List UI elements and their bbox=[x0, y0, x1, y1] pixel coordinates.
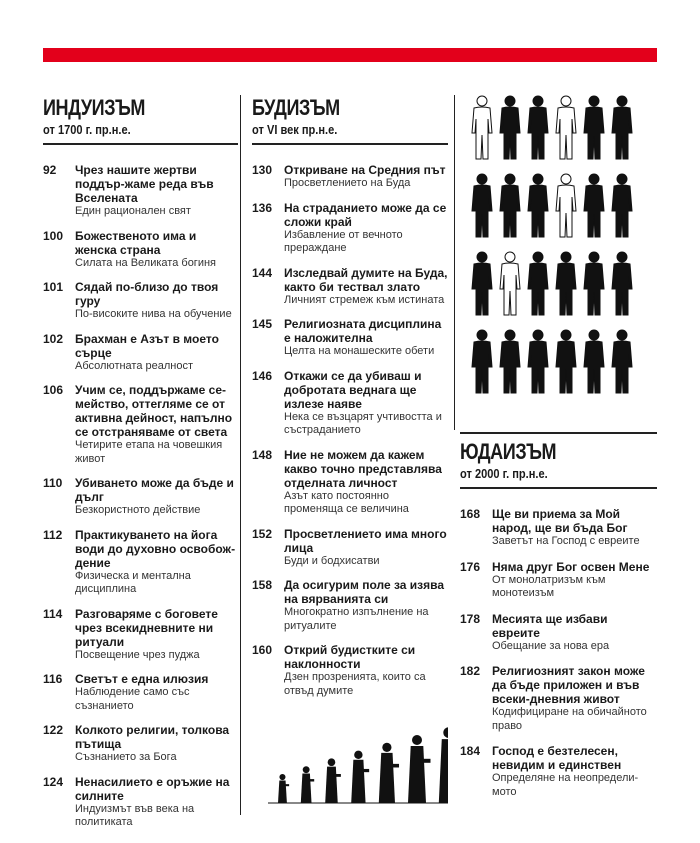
entry-subtitle: Определяне на неопредели-мото bbox=[492, 772, 639, 798]
toc-entry bbox=[252, 317, 448, 359]
entry-subtitle: Абсолютната реалност bbox=[75, 359, 194, 372]
entry-text bbox=[75, 672, 238, 713]
column-divider-2 bbox=[454, 95, 455, 430]
entry-text bbox=[284, 578, 448, 633]
entry-text bbox=[75, 280, 238, 322]
toc-entry bbox=[43, 476, 238, 518]
entry-text bbox=[284, 643, 448, 698]
entry-subtitle: Посвещение чрез пуджа bbox=[75, 648, 200, 661]
monk-figure bbox=[278, 774, 289, 803]
entry-subtitle: Наблюдение само със съзнанието bbox=[75, 686, 190, 712]
monk-procession-icon bbox=[268, 725, 448, 805]
toc-entry bbox=[252, 578, 448, 633]
monk-figure bbox=[379, 743, 399, 803]
entry-title: Чрез нашите жертви поддър-жаме реда във Вселената bbox=[75, 163, 214, 205]
toc-entry bbox=[460, 664, 657, 733]
person-figure-icon bbox=[554, 329, 578, 395]
page-number: 92 bbox=[43, 163, 57, 177]
entry-text bbox=[492, 664, 657, 733]
page-number: 101 bbox=[43, 280, 64, 294]
entry-text bbox=[492, 744, 657, 799]
entry-subtitle: Дзен прозренията, които са отвъд думите bbox=[284, 671, 426, 697]
toc-entry bbox=[252, 369, 448, 438]
toc-entry bbox=[460, 507, 657, 549]
entry-title: Разговаряме с боговете чрез всекидневните ни ритуали bbox=[75, 606, 218, 649]
toc-entry bbox=[43, 163, 238, 219]
person-figure-icon bbox=[470, 173, 494, 239]
entry-subtitle: Безкористното действие bbox=[75, 504, 201, 516]
entry-text bbox=[284, 448, 448, 517]
entry-subtitle: Съзнанието за Бога bbox=[75, 751, 177, 763]
person-figure-icon bbox=[582, 251, 606, 317]
entry-title: Месията ще избави евреите bbox=[492, 611, 608, 640]
page-number: 124 bbox=[43, 774, 64, 789]
page-number: 112 bbox=[43, 527, 63, 542]
person-figure-icon bbox=[498, 329, 522, 395]
person-figure-icon bbox=[526, 251, 550, 317]
toc-entry bbox=[43, 528, 238, 597]
entry-subtitle: Силата на Великата богиня bbox=[75, 256, 216, 269]
entry-title: Изследвай думите на Буда, както би тествал злато bbox=[284, 265, 448, 294]
page-number: 100 bbox=[43, 228, 64, 243]
page-number: 122 bbox=[43, 723, 64, 737]
section-title: ИНДУИЗЪМ bbox=[43, 95, 146, 120]
entry-subtitle: Физическа и ментална дисциплина bbox=[75, 569, 191, 595]
toc-entry bbox=[252, 643, 448, 698]
entry-title: Светът е една илюзия bbox=[75, 672, 209, 686]
entry-title: Религиозната дисциплина е наложителна bbox=[284, 317, 442, 345]
toc-entry bbox=[460, 560, 657, 601]
toc-entry bbox=[43, 332, 238, 374]
entry-title: Да осигурим поле за изява на вярванията си bbox=[284, 578, 445, 606]
page-number: 145 bbox=[252, 317, 273, 331]
section-title: БУДИЗЪМ bbox=[252, 95, 340, 120]
column-divider-1 bbox=[240, 95, 241, 815]
toc-entry bbox=[252, 527, 448, 569]
toc-entry bbox=[43, 775, 238, 830]
entry-text bbox=[75, 476, 238, 518]
toc-entry bbox=[252, 266, 448, 308]
toc-entry bbox=[252, 448, 448, 517]
entry-text bbox=[492, 560, 657, 601]
entry-title: Религиозният закон може да бъде приложен и във всеки-дневния живот bbox=[492, 664, 645, 706]
figures-grid-illustration bbox=[470, 95, 650, 395]
toc-entry bbox=[43, 672, 238, 713]
page-number: 106 bbox=[43, 383, 64, 397]
page-number: 116 bbox=[43, 672, 63, 686]
entry-subtitle: Избавление от вечното прераждане bbox=[284, 228, 403, 254]
entry-subtitle: Кодифициране на обичайното право bbox=[492, 706, 647, 732]
entry-text bbox=[284, 163, 448, 191]
entry-subtitle: Четирите етапа на човешкия живот bbox=[75, 439, 223, 465]
entry-text bbox=[75, 383, 238, 466]
entry-text bbox=[75, 332, 238, 374]
toc-entry bbox=[252, 201, 448, 256]
entry-text bbox=[492, 612, 657, 654]
person-figure-icon bbox=[526, 95, 550, 161]
person-figure-icon bbox=[498, 95, 522, 161]
entry-text bbox=[284, 201, 448, 256]
entry-subtitle: По-високите нива на обучение bbox=[75, 308, 232, 320]
entry-title: Открий будистките си наклонности bbox=[284, 643, 416, 671]
hinduism-column bbox=[43, 96, 238, 830]
section-subtitle: от VI век пр.н.е. bbox=[252, 122, 338, 137]
entry-title: Ненасилието е оръжие на силните bbox=[75, 774, 230, 803]
entry-subtitle: Многократно изпълнение на ритуалите bbox=[284, 606, 429, 632]
section-rule bbox=[43, 143, 238, 145]
page-number: 182 bbox=[460, 664, 481, 678]
entry-subtitle: Обещание за нова ера bbox=[492, 639, 610, 652]
toc-entry bbox=[460, 612, 657, 654]
entry-title: Просветлението има много лица bbox=[284, 526, 447, 555]
page-number: 158 bbox=[252, 578, 273, 592]
entry-title: Господ е безтелесен, невидим и единствен bbox=[492, 744, 622, 772]
entry-text bbox=[284, 527, 448, 569]
page-number: 136 bbox=[252, 200, 273, 215]
person-figure-icon bbox=[582, 173, 606, 239]
person-figure-icon bbox=[582, 329, 606, 395]
toc-entry bbox=[43, 229, 238, 271]
section-top-rule bbox=[460, 432, 657, 434]
buddhism-column bbox=[252, 96, 448, 698]
person-figure-icon bbox=[470, 95, 494, 161]
person-figure-icon bbox=[526, 329, 550, 395]
monk-figure bbox=[351, 751, 369, 803]
entry-title: Откажи се да убиваш и добротата веднага ще излезе наяве bbox=[284, 368, 422, 411]
page-number: 102 bbox=[43, 331, 64, 346]
entry-text bbox=[284, 266, 448, 308]
entry-text bbox=[75, 775, 238, 830]
top-accent-bar bbox=[43, 48, 657, 62]
page-number: 144 bbox=[252, 265, 273, 280]
monk-figure bbox=[301, 766, 314, 803]
person-figure-icon bbox=[498, 173, 522, 239]
page-number: 114 bbox=[43, 606, 63, 621]
person-figure-icon bbox=[610, 173, 634, 239]
person-figure-icon bbox=[498, 251, 522, 317]
entry-title: Откриване на Средния път bbox=[284, 163, 446, 177]
entry-subtitle: Нека се възцарят учтивостта и състраданието bbox=[284, 410, 442, 436]
entry-text bbox=[284, 317, 448, 359]
page-number: 130 bbox=[252, 163, 273, 177]
entry-subtitle: Просветлението на Буда bbox=[284, 177, 411, 189]
entry-text bbox=[75, 723, 238, 765]
entry-subtitle: Буди и бодхисатви bbox=[284, 554, 380, 567]
entry-text bbox=[75, 229, 238, 271]
entry-text bbox=[75, 163, 238, 219]
section-subtitle: от 1700 г. пр.н.е. bbox=[43, 122, 131, 137]
monk-figure bbox=[439, 727, 448, 803]
entry-title: На страданието може да се сложи край bbox=[284, 200, 447, 229]
monk-figure bbox=[325, 758, 341, 803]
person-figure-icon bbox=[610, 95, 634, 161]
page-number: 184 bbox=[460, 744, 481, 758]
person-figure-icon bbox=[526, 173, 550, 239]
entry-subtitle: Заветът на Господ с евреите bbox=[492, 535, 640, 547]
entry-text bbox=[75, 528, 238, 597]
entry-title: Практикуването на йога води до духовно освобож-дение bbox=[75, 527, 236, 570]
entry-title: Учим се, поддържаме се-мейство, оттегляме се от активна дейност, напълно се отстраняваме от света bbox=[75, 383, 233, 439]
page-number: 160 bbox=[252, 643, 273, 657]
page-number: 176 bbox=[460, 559, 481, 574]
person-figure-icon bbox=[610, 251, 634, 317]
page-number: 110 bbox=[43, 476, 63, 490]
toc-entry bbox=[43, 607, 238, 663]
person-figure-icon bbox=[554, 251, 578, 317]
section-rule bbox=[252, 143, 448, 145]
entry-subtitle: Азът като постоянно променяща се величина bbox=[284, 489, 409, 515]
entry-title: Сядай по-близо до твоя гуру bbox=[75, 280, 219, 308]
monk-figure bbox=[408, 735, 431, 803]
entry-title: Божественото има и женска страна bbox=[75, 228, 197, 257]
page-number: 168 bbox=[460, 507, 481, 521]
toc-entry bbox=[43, 723, 238, 765]
person-figure-icon bbox=[554, 95, 578, 161]
page-number: 152 bbox=[252, 526, 273, 541]
entry-title: Брахман е Азът в моето сърце bbox=[75, 331, 219, 360]
person-figure-icon bbox=[470, 251, 494, 317]
entry-title: Ще ви приема за Мой народ, ще ви бъда Бог bbox=[492, 507, 628, 535]
entry-text bbox=[284, 369, 448, 438]
person-figure-icon bbox=[554, 173, 578, 239]
section-rule bbox=[460, 487, 657, 489]
entry-title: Колкото религии, толкова пътища bbox=[75, 723, 230, 751]
entry-subtitle: Един рационален свят bbox=[75, 205, 191, 217]
section-subtitle: от 2000 г. пр.н.е. bbox=[460, 466, 548, 481]
person-figure-icon bbox=[582, 95, 606, 161]
toc-entry bbox=[460, 744, 657, 799]
page-number: 148 bbox=[252, 447, 273, 462]
entry-title: Ние не можем да кажем какво точно представлява отделната личност bbox=[284, 447, 442, 490]
entry-title: Убиването може да бъде и дълг bbox=[75, 476, 234, 504]
entry-subtitle: От монолатризъм към монотеизъм bbox=[492, 573, 606, 599]
entry-subtitle: Личният стремеж към истината bbox=[284, 293, 445, 306]
entry-title: Няма друг Бог освен Мене bbox=[492, 559, 650, 574]
toc-list bbox=[43, 163, 238, 830]
entry-text bbox=[492, 507, 657, 549]
entry-text bbox=[75, 607, 238, 663]
page-number: 178 bbox=[460, 611, 481, 626]
toc-entry bbox=[43, 280, 238, 322]
toc-entry bbox=[43, 383, 238, 466]
toc-list bbox=[460, 507, 657, 799]
page-number: 146 bbox=[252, 368, 273, 383]
entry-subtitle: Индуизмът във века на политиката bbox=[75, 802, 195, 828]
section-title: ЮДАИЗЪМ bbox=[460, 439, 557, 464]
entry-subtitle: Целта на монашеските обети bbox=[284, 345, 435, 357]
judaism-column bbox=[460, 432, 657, 799]
toc-entry bbox=[252, 163, 448, 191]
person-figure-icon bbox=[610, 329, 634, 395]
person-figure-icon bbox=[470, 329, 494, 395]
toc-list bbox=[252, 163, 448, 698]
